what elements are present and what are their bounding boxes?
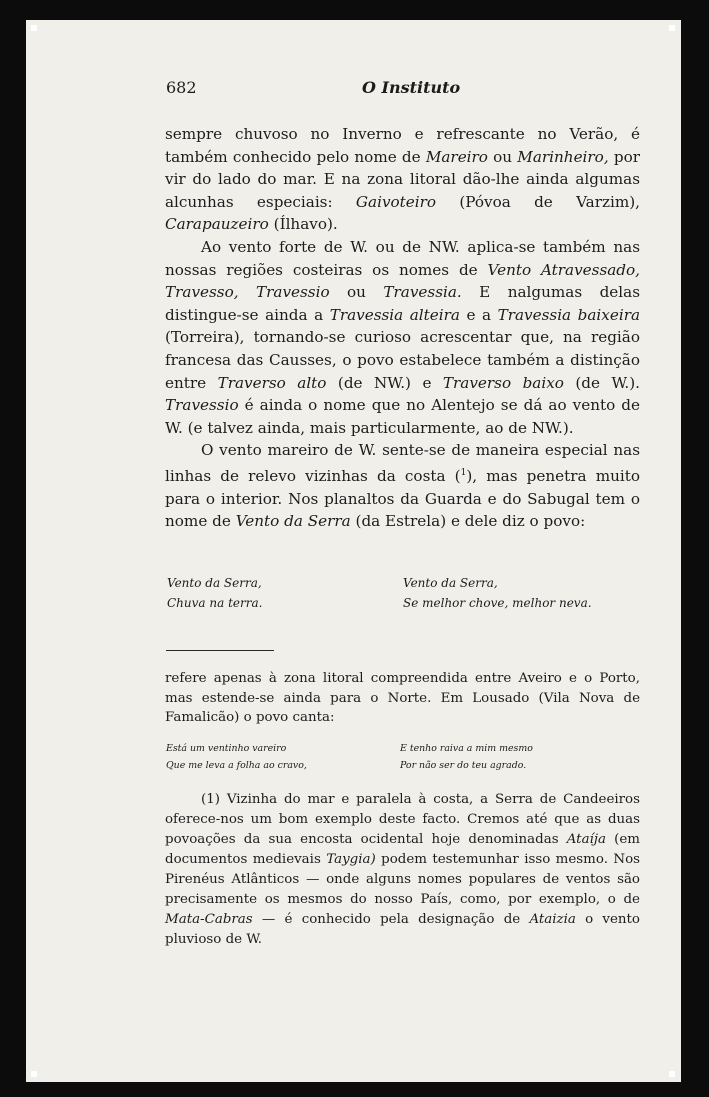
verse-line: Se melhor chove, melhor neva. <box>403 596 592 610</box>
verse-line: Vento da Serra, <box>167 576 262 590</box>
verse-line: Vento da Serra, <box>403 576 498 590</box>
verse-right <box>403 573 592 613</box>
verse-left <box>167 573 262 613</box>
corner-mark-top-right <box>669 25 675 31</box>
running-header <box>166 78 566 102</box>
footnote-1-text: (1) Vizinha do mar e paralela à costa, a Serra de Candeeiros oferece-nos um bom exemplo deste facto. Cremos até que as duas povoações da sua encosta ocidental hoje denominadas Ataíja (em documentos medievais Taygia) podem testemunhar isso mesmo. Nos Pirenéus Atlânticos — onde alguns nomes populares de ventos são precisamente os mesmos do nosso País, como, por exemplo, o de Mata-Cabras — é conhecido pela designação de Ataizia o vento pluvioso de W. <box>165 792 640 947</box>
verse-line: Por não ser do teu agrado. <box>400 760 527 771</box>
small-verse-right <box>400 740 533 774</box>
footnote-ref-1[interactable]: 1 <box>460 467 467 478</box>
running-title: O Instituto <box>362 78 461 97</box>
corner-mark-bottom-left <box>31 1071 37 1077</box>
corner-mark-bottom-right <box>669 1071 675 1077</box>
body-text <box>165 123 640 533</box>
paragraph-2: Ao vento forte de W. ou de NW. aplica-se também nas nossas regiões costeiras os nomes de Vento Atravessado, Travesso, Travessio ou Travessia. E nalgumas delas distingue-se ainda a Travessia alteira e a Travessia baixeira (Torreira), tornando-se curioso acrescentar que, na região francesa das Causses, o povo estabelece também a distinção entre Traverso alto (de NW.) e Traverso baixo (de W.). Travessio é ainda o nome que no Alentejo se dá ao vento de W. (e talvez ainda, mais particularmente, ao de NW.). <box>165 237 641 437</box>
footnote-marker: (1) <box>201 792 220 807</box>
paragraph-1: sempre chuvoso no Inverno e refrescante no Verão, é também conhecido pelo nome de Mareiro ou Marinheiro, por vir do lado do mar. E na zona litoral dão-lhe ainda algumas alcunhas especiais: Gaivoteiro (Póvoa de Varzim), Carapauzeiro (Ílhavo). <box>165 125 640 234</box>
continued-footnote <box>165 669 640 728</box>
paragraph-3: O vento mareiro de W. sente-se de maneira especial nas linhas de relevo vizinhas da costa ($^1$), mas penetra muito para o interior. Nos planaltos da Guarda e do Sabugal tem o nome de Vento da Serra (da Estrela) e dele diz o povo: <box>165 441 640 531</box>
verse-line: Que me leva a folha ao cravo, <box>166 760 307 771</box>
continued-footnote-text: refere apenas à zona litoral compreendida entre Aveiro e o Porto, mas estende-se ainda para o Norte. Em Lousado (Vila Nova de Famalicão) o povo canta: <box>165 671 640 725</box>
page-scan <box>26 20 681 1082</box>
verse-line: Chuva na terra. <box>167 596 263 610</box>
corner-mark-top-left <box>31 25 37 31</box>
page-number: 682 <box>166 78 197 97</box>
footnote-1 <box>165 790 640 950</box>
footnote-separator <box>166 650 274 651</box>
verse-line: Está um ventinho vareiro <box>166 743 287 754</box>
verse-line: E tenho raiva a mim mesmo <box>400 743 533 754</box>
small-verse-left <box>166 740 307 774</box>
